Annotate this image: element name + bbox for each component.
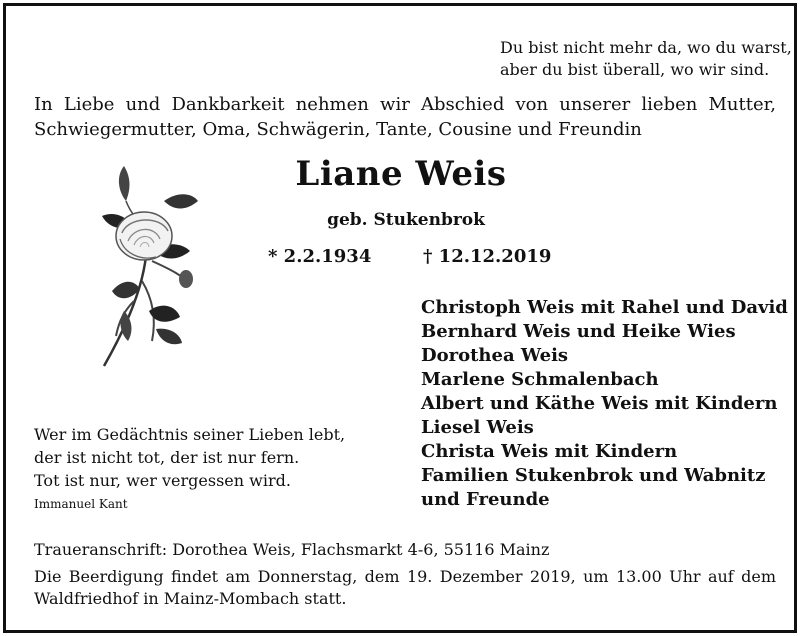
family-member: Dorothea Weis <box>421 345 569 366</box>
family-member: Liesel Weis <box>421 417 534 438</box>
rose-icon <box>94 161 204 371</box>
intro-line-2: Schwiegermutter, Oma, Schwägerin, Tante, Cousine und Freundin <box>34 119 642 140</box>
intro-line-1: In Liebe und Dankbarkeit nehmen wir Abschied von unserer lieben Mutter, <box>34 94 776 115</box>
family-member: Albert und Käthe Weis mit Kindern <box>421 393 778 414</box>
funeral-line-2: Waldfriedhof in Mainz-Mombach statt. <box>34 589 347 608</box>
motto-quote <box>500 37 792 81</box>
motto-line-1: Du bist nicht mehr da, wo du warst, <box>500 38 792 57</box>
family-member: Familien Stukenbrok und Wabnitz <box>421 465 766 486</box>
funeral-info <box>34 566 776 610</box>
poem-line-1: Wer im Gedächtnis seiner Lieben lebt, <box>34 425 346 444</box>
obituary-notice <box>3 3 797 633</box>
family-member: Christoph Weis mit Rahel und David <box>421 297 788 318</box>
born-name: geb. Stukenbrok <box>327 210 485 230</box>
family-member: und Freunde <box>421 489 550 510</box>
poem-author: Immanuel Kant <box>34 497 128 511</box>
family-list <box>421 296 791 512</box>
poem-line-3: Tot ist nur, wer vergessen wird. <box>34 471 291 490</box>
poem-line-2: der ist nicht tot, der ist nur fern. <box>34 448 300 467</box>
birth-date: * 2.2.1934 <box>268 246 372 267</box>
family-member: Marlene Schmalenbach <box>421 369 659 390</box>
poem-quote <box>34 423 374 492</box>
death-date: † 12.12.2019 <box>423 246 552 267</box>
funeral-line-1: Die Beerdigung findet am Donnerstag, dem 19. Dezember 2019, um 13.00 Uhr auf dem <box>34 567 776 586</box>
family-member: Bernhard Weis und Heike Wies <box>421 321 736 342</box>
intro-text <box>34 92 776 142</box>
deceased-name: Liane Weis <box>295 154 507 194</box>
family-member: Christa Weis mit Kindern <box>421 441 678 462</box>
motto-line-2: aber du bist überall, wo wir sind. <box>500 60 770 79</box>
mourning-address: Traueranschrift: Dorothea Weis, Flachsmarkt 4-6, 55116 Mainz <box>34 540 550 559</box>
